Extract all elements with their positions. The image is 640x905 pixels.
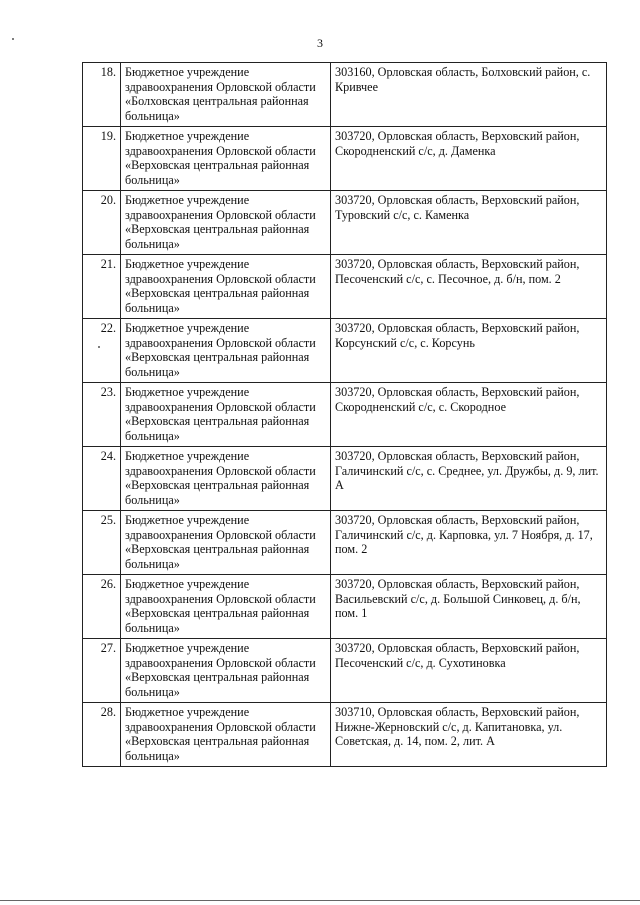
table-row bbox=[83, 319, 607, 383]
institution-name: Бюджетное учреждение здравоохранения Орловской области «Верховская центральная районная больница» bbox=[121, 191, 331, 255]
institution-address: 303720, Орловская область, Верховский район, Песоченский с/с, с. Песочное, д. б/н, пом. 2 bbox=[331, 255, 607, 319]
row-number: 18. bbox=[83, 63, 121, 127]
table-row bbox=[83, 511, 607, 575]
table-row bbox=[83, 703, 607, 767]
facilities-table bbox=[82, 62, 607, 767]
row-number: 27. bbox=[83, 639, 121, 703]
institution-name: Бюджетное учреждение здравоохранения Орловской области «Верховская центральная районная больница» bbox=[121, 255, 331, 319]
institution-address: 303160, Орловская область, Болховский район, с. Кривчее bbox=[331, 63, 607, 127]
scan-speck bbox=[12, 38, 14, 40]
row-number: 22. bbox=[83, 319, 121, 383]
institution-address: 303720, Орловская область, Верховский район, Скородненский с/с, д. Даменка bbox=[331, 127, 607, 191]
institution-name: Бюджетное учреждение здравоохранения Орловской области «Верховская центральная районная больница» bbox=[121, 639, 331, 703]
institution-address: 303720, Орловская область, Верховский район, Галичинский с/с, д. Карповка, ул. 7 Ноября, д. 17, пом. 2 bbox=[331, 511, 607, 575]
row-number: 28. bbox=[83, 703, 121, 767]
row-number: 19. bbox=[83, 127, 121, 191]
institution-address: 303720, Орловская область, Верховский район, Корсунский с/с, с. Корсунь bbox=[331, 319, 607, 383]
institution-address: 303720, Орловская область, Верховский район, Туровский с/с, с. Каменка bbox=[331, 191, 607, 255]
table-row bbox=[83, 191, 607, 255]
table-row bbox=[83, 639, 607, 703]
institution-name: Бюджетное учреждение здравоохранения Орловской области «Верховская центральная районная больница» bbox=[121, 703, 331, 767]
table-row bbox=[83, 575, 607, 639]
page-number: 3 bbox=[317, 36, 323, 50]
institution-name: Бюджетное учреждение здравоохранения Орловской области «Болховская центральная районная больница» bbox=[121, 63, 331, 127]
row-number: 24. bbox=[83, 447, 121, 511]
institution-name: Бюджетное учреждение здравоохранения Орловской области «Верховская центральная районная больница» bbox=[121, 511, 331, 575]
table-row bbox=[83, 255, 607, 319]
row-number: 21. bbox=[83, 255, 121, 319]
institution-name: Бюджетное учреждение здравоохранения Орловской области «Верховская центральная районная больница» bbox=[121, 127, 331, 191]
row-number: 20. bbox=[83, 191, 121, 255]
institution-name: Бюджетное учреждение здравоохранения Орловской области «Верховская центральная районная больница» bbox=[121, 447, 331, 511]
row-number: 23. bbox=[83, 383, 121, 447]
institution-name: Бюджетное учреждение здравоохранения Орловской области «Верховская центральная районная больница» bbox=[121, 319, 331, 383]
institution-name: Бюджетное учреждение здравоохранения Орловской области «Верховская центральная районная больница» bbox=[121, 575, 331, 639]
institution-address: 303710, Орловская область, Верховский район, Нижне-Жерновский с/с, д. Капитановка, ул. Советская, д. 14, пом. 2, лит. А bbox=[331, 703, 607, 767]
institution-address: 303720, Орловская область, Верховский район, Песоченский с/с, д. Сухотиновка bbox=[331, 639, 607, 703]
table-row bbox=[83, 383, 607, 447]
table-row bbox=[83, 63, 607, 127]
institution-address: 303720, Орловская область, Верховский район, Скородненский с/с, с. Скородное bbox=[331, 383, 607, 447]
institution-address: 303720, Орловская область, Верховский район, Васильевский с/с, д. Большой Синковец, д. б/н, пом. 1 bbox=[331, 575, 607, 639]
table-row bbox=[83, 127, 607, 191]
institution-name: Бюджетное учреждение здравоохранения Орловской области «Верховская центральная районная больница» bbox=[121, 383, 331, 447]
row-number: 26. bbox=[83, 575, 121, 639]
table-row bbox=[83, 447, 607, 511]
institution-address: 303720, Орловская область, Верховский район, Галичинский с/с, с. Среднее, ул. Дружбы, д. 9, лит. А bbox=[331, 447, 607, 511]
row-number: 25. bbox=[83, 511, 121, 575]
footer-divider bbox=[0, 900, 640, 901]
